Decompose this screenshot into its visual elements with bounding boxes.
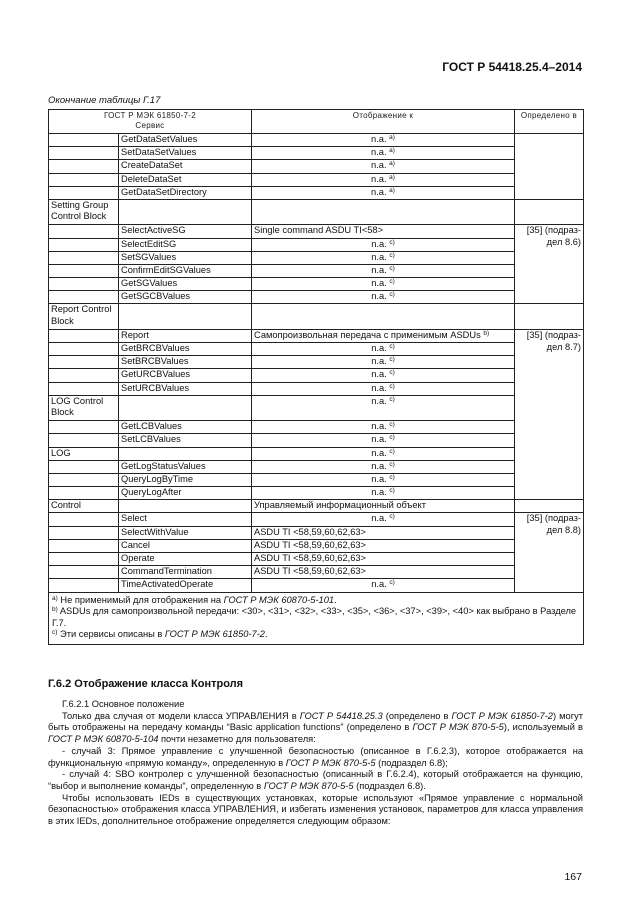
mapping-cell: n.a. $^{a)}$ xyxy=(252,173,515,186)
class-cell xyxy=(49,186,119,199)
paragraph: - случай 3: Прямое управление с улучшенной безопасностью (описанное в Г.6.2.3), которое отображается на функциональную «прямую команду», определенную в ГОСТ Р МЭК 870-5-5 (подраздел 6.8); xyxy=(48,745,583,768)
service-cell xyxy=(119,199,252,224)
footnote-marker: c) xyxy=(389,264,395,272)
table-row xyxy=(49,369,584,382)
service-cell: GetSGValues xyxy=(119,278,252,291)
defined-cell: [35] (подраз-дел 8.8) xyxy=(515,513,584,592)
class-cell xyxy=(49,225,119,238)
table-row xyxy=(49,199,584,224)
footnote-a: $^{a)}$ Не применимый для отображения на ГОСТ Р МЭК 60870-5-101. xyxy=(52,594,337,605)
table-row xyxy=(49,526,584,539)
table-row xyxy=(49,186,584,199)
mapping-cell: n.a. $^{c)}$ xyxy=(252,369,515,382)
mapping-cell: n.a. $^{c)}$ xyxy=(252,264,515,277)
table-row xyxy=(49,579,584,592)
mapping-cell: n.a. $^{c)}$ xyxy=(252,434,515,447)
service-cell: TimeActivatedOperate xyxy=(119,579,252,592)
class-cell xyxy=(49,264,119,277)
footnote-marker: c) xyxy=(389,278,395,286)
class-cell xyxy=(49,251,119,264)
service-cell: CommandTermination xyxy=(119,566,252,579)
class-cell: Control xyxy=(49,500,119,513)
table-row xyxy=(49,382,584,395)
footnote-marker: c) xyxy=(389,579,395,587)
service-cell: DeleteDataSet xyxy=(119,173,252,186)
class-cell xyxy=(49,356,119,369)
service-cell: SelectActiveSG xyxy=(119,225,252,238)
service-cell: SelectWithValue xyxy=(119,526,252,539)
mapping-cell: n.a. $^{c)}$ xyxy=(252,278,515,291)
service-cell xyxy=(119,447,252,460)
service-cell xyxy=(119,500,252,513)
class-cell xyxy=(49,291,119,304)
footnote-marker: c) xyxy=(389,238,395,246)
footnote-marker: a) xyxy=(389,147,395,155)
service-cell: SetDataSetValues xyxy=(119,147,252,160)
footnote-marker: a) xyxy=(389,186,395,194)
mapping-cell: n.a. $^{c)}$ xyxy=(252,473,515,486)
service-cell: GetSGCBValues xyxy=(119,291,252,304)
service-cell: ConfirmEditSGValues xyxy=(119,264,252,277)
table-row xyxy=(49,539,584,552)
document-header: ГОСТ Р 54418.25.4–2014 xyxy=(442,60,582,74)
table-row xyxy=(49,553,584,566)
service-cell: SetSGValues xyxy=(119,251,252,264)
class-cell: LOG Control Block xyxy=(49,395,119,420)
class-cell xyxy=(49,343,119,356)
paragraph: Только два случая от модели класса УПРАВЛЕНИЯ в ГОСТ Р 54418.25.3 (определено в ГОСТ Р МЭК 61850-7-2) могут быть отображены на передачу команды “Basic application functions” (определено в ГОСТ Р МЭК 870-5-5), используемый в ГОСТ Р МЭК 60870-5-104 почти незаметно для пользователя: xyxy=(48,710,584,745)
subsection-heading: Г.6.2.1 Основное положение xyxy=(62,699,185,709)
table-row xyxy=(49,356,584,369)
class-cell xyxy=(49,513,119,526)
mapping-cell: n.a. $^{a)}$ xyxy=(252,186,515,199)
table-caption: Окончание таблицы Г.17 xyxy=(48,95,161,106)
class-cell xyxy=(49,238,119,251)
footnote-marker: c) xyxy=(389,343,395,351)
defined-cell xyxy=(515,199,584,224)
table-row xyxy=(49,473,584,486)
service-cell: Operate xyxy=(119,553,252,566)
mapping-cell: ASDU TI <58,59,60,62,63> xyxy=(252,553,515,566)
footnote-marker: c) xyxy=(389,447,395,455)
footnote-marker: a) xyxy=(389,160,395,168)
service-cell: GetBRCBValues xyxy=(119,343,252,356)
footnote-marker: a) xyxy=(389,173,395,181)
class-cell xyxy=(49,160,119,173)
footnote-marker: c) xyxy=(389,460,395,468)
table-row xyxy=(49,147,584,160)
class-cell xyxy=(49,473,119,486)
mapping-cell xyxy=(252,304,515,329)
class-cell xyxy=(49,329,119,342)
footnote-marker: c) xyxy=(389,251,395,259)
class-cell xyxy=(49,278,119,291)
section-title: Г.6.2 Отображение класса Контроля xyxy=(48,678,244,690)
class-cell xyxy=(49,147,119,160)
footnote-marker: c) xyxy=(389,356,395,364)
footnote-c: $^{c)}$ Эти сервисы описаны в ГОСТ Р МЭК 61850-7-2. xyxy=(52,629,268,640)
footnote-b: $^{b)}$ ASDUs для самопроизвольной передачи: <30>, <31>, <32>, <33>, <35>, <36>, <37>, <39>, <40> как выбрано в Разделе Г.7. xyxy=(52,606,577,628)
table-row xyxy=(49,329,584,342)
body-text xyxy=(48,699,583,828)
table-row xyxy=(49,264,584,277)
defined-cell: [35] (подраз-дел 8.7) xyxy=(515,329,584,499)
table-header-row xyxy=(49,110,584,134)
class-cell xyxy=(49,487,119,500)
mapping-cell xyxy=(252,199,515,224)
table-row xyxy=(49,487,584,500)
defined-cell xyxy=(515,134,584,200)
mapping-cell: n.a. $^{c)}$ xyxy=(252,447,515,460)
mapping-cell: n.a. $^{c)}$ xyxy=(252,395,515,420)
service-cell: Cancel xyxy=(119,539,252,552)
class-cell xyxy=(49,579,119,592)
footnote-marker: b) xyxy=(483,329,490,337)
table-footnotes xyxy=(49,592,584,644)
header-service: ГОСТ Р МЭК 61850-7-2 Сервис xyxy=(49,110,252,134)
mapping-cell: ASDU TI <58,59,60,62,63> xyxy=(252,566,515,579)
service-cell: GetDataSetValues xyxy=(119,134,252,147)
mapping-cell: n.a. $^{c)}$ xyxy=(252,356,515,369)
class-cell xyxy=(49,173,119,186)
service-cell: Select xyxy=(119,513,252,526)
mapping-cell: n.a. $^{a)}$ xyxy=(252,134,515,147)
table-row xyxy=(49,500,584,513)
mapping-cell: n.a. $^{c)}$ xyxy=(252,382,515,395)
mapping-cell: ASDU TI <58,59,60,62,63> xyxy=(252,539,515,552)
table-row xyxy=(49,447,584,460)
mapping-table xyxy=(48,109,584,645)
defined-cell: [35] (подраз-дел 8.6) xyxy=(515,225,584,304)
mapping-cell: n.a. $^{c)}$ xyxy=(252,460,515,473)
class-cell xyxy=(49,553,119,566)
class-cell: LOG xyxy=(49,447,119,460)
table-row xyxy=(49,513,584,526)
class-cell: Report Control Block xyxy=(49,304,119,329)
footnote-marker: c) xyxy=(389,513,395,521)
footnote-marker: a) xyxy=(389,134,395,141)
table-row xyxy=(49,343,584,356)
footnotes-row xyxy=(49,592,584,644)
service-cell: SetLCBValues xyxy=(119,434,252,447)
mapping-cell: n.a. $^{a)}$ xyxy=(252,160,515,173)
table-row xyxy=(49,160,584,173)
mapping-cell: Самопроизвольная передача с применимым ASDUs $^{b)}$ xyxy=(252,329,515,342)
mapping-cell: n.a. $^{a)}$ xyxy=(252,147,515,160)
class-cell xyxy=(49,566,119,579)
mapping-cell: n.a. $^{c)}$ xyxy=(252,487,515,500)
service-cell: Report xyxy=(119,329,252,342)
footnote-marker: c) xyxy=(389,395,395,403)
footnote-marker: c) xyxy=(389,421,395,429)
class-cell: Setting Group Control Block xyxy=(49,199,119,224)
defined-cell xyxy=(515,500,584,513)
page-number: 167 xyxy=(564,871,582,883)
service-cell: SelectEditSG xyxy=(119,238,252,251)
service-cell: SetURCBValues xyxy=(119,382,252,395)
mapping-cell: n.a. $^{c)}$ xyxy=(252,513,515,526)
class-cell xyxy=(49,421,119,434)
footnote-marker: c) xyxy=(389,434,395,442)
paragraph: Чтобы использовать IEDs в существующих установках, которые используют «Прямое управление с нормальной безопасностью» отображения класса УПРАВЛЕНИЯ, и избегать изменения установок, параметров для класса управления в этих IEDs, дополнительное отображение определяется следующим образом: xyxy=(48,792,583,827)
table-row xyxy=(49,251,584,264)
service-cell: SetBRCBValues xyxy=(119,356,252,369)
mapping-cell: Управляемый информационный объект xyxy=(252,500,515,513)
table-row xyxy=(49,460,584,473)
table-row xyxy=(49,395,584,420)
header-mapping: Отображение к xyxy=(252,110,515,134)
service-cell: QueryLogByTime xyxy=(119,473,252,486)
table-row xyxy=(49,173,584,186)
mapping-cell: ASDU TI <58,59,60,62,63> xyxy=(252,526,515,539)
class-cell xyxy=(49,369,119,382)
service-cell: QueryLogAfter xyxy=(119,487,252,500)
footnote-marker: c) xyxy=(389,473,395,481)
mapping-cell: n.a. $^{c)}$ xyxy=(252,251,515,264)
table-row xyxy=(49,434,584,447)
class-cell xyxy=(49,434,119,447)
header-defined: Определено в xyxy=(515,110,584,134)
table-row xyxy=(49,238,584,251)
table-row xyxy=(49,291,584,304)
table-row xyxy=(49,134,584,147)
service-cell xyxy=(119,304,252,329)
class-cell xyxy=(49,134,119,147)
table-row xyxy=(49,304,584,329)
defined-cell xyxy=(515,304,584,329)
footnote-marker: c) xyxy=(389,369,395,377)
mapping-cell: n.a. $^{c)}$ xyxy=(252,343,515,356)
service-cell: GetDataSetDirectory xyxy=(119,186,252,199)
table-row xyxy=(49,566,584,579)
table-row xyxy=(49,225,584,238)
table-row xyxy=(49,421,584,434)
mapping-cell: n.a. $^{c)}$ xyxy=(252,291,515,304)
footnote-marker: c) xyxy=(389,382,395,390)
class-cell xyxy=(49,382,119,395)
class-cell xyxy=(49,539,119,552)
mapping-cell: Single command ASDU TI<58> xyxy=(252,225,515,238)
service-cell: CreateDataSet xyxy=(119,160,252,173)
paragraph: - случай 4: SBO контролер с улучшенной безопасностью (описанный в Г.6.2.4), который отображается на функцию, “выбор и выполнение команды”, определенную в ГОСТ Р МЭК 870-5-5 (подраздел 6.8). xyxy=(48,769,583,791)
mapping-cell: n.a. $^{c)}$ xyxy=(252,238,515,251)
service-cell: GetURCBValues xyxy=(119,369,252,382)
service-cell: GetLogStatusValues xyxy=(119,460,252,473)
service-cell: GetLCBValues xyxy=(119,421,252,434)
class-cell xyxy=(49,460,119,473)
footnote-marker: c) xyxy=(389,291,395,299)
service-cell xyxy=(119,395,252,420)
footnote-marker: c) xyxy=(389,487,395,495)
mapping-cell: n.a. $^{c)}$ xyxy=(252,579,515,592)
class-cell xyxy=(49,526,119,539)
mapping-cell: n.a. $^{c)}$ xyxy=(252,421,515,434)
table-row xyxy=(49,278,584,291)
